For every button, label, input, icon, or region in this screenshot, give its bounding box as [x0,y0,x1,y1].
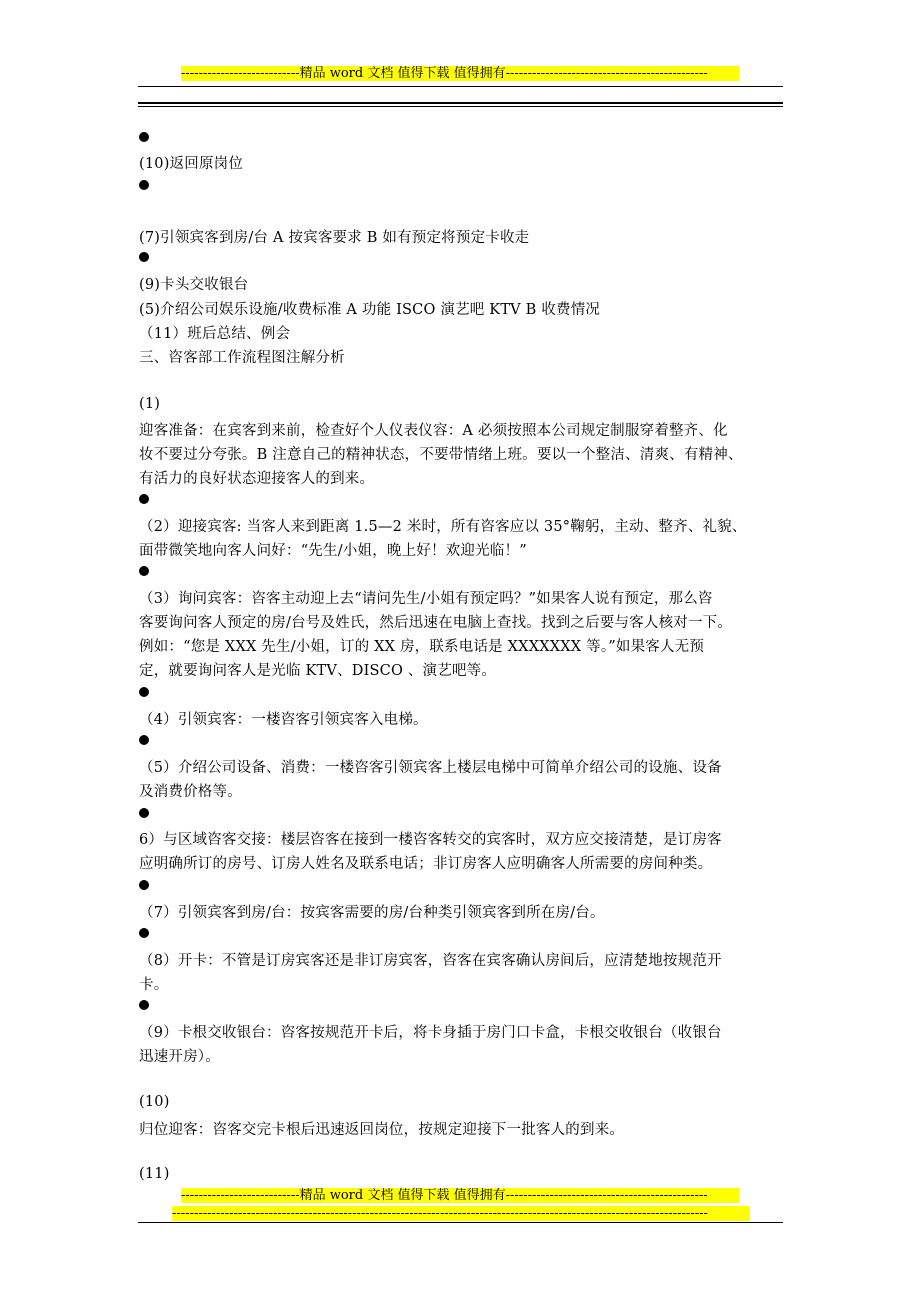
paragraph-line: 定，就要询问客人是光临 KTV、DISCO 、演艺吧等。 [139,663,497,679]
header-rule-thick [138,102,783,104]
section-number: (1) [139,396,161,412]
list-item: (5)介绍公司娱乐设施/收费标准 A 功能 ISCO 演艺吧 KTV B 收费情况 [139,302,601,318]
footer-banner-dashes: -------------------------------------------------------------------------------------------------------------------------- [172,1206,750,1221]
paragraph-line: （7）引领宾客到房/台：按宾客需要的房/台种类引领宾客到所在房/台。 [139,905,605,921]
paragraph-line: （8）开卡：不管是订房宾客还是非订房宾客，咨客在宾客确认房间后，应清楚地按规范开 [139,953,722,969]
paragraph-line: （4）引领宾客：一楼咨客引领宾客入电梯。 [139,712,428,728]
paragraph-line: （2）迎接宾客: 当客人来到距离 1.5—2 米时，所有咨客应以 35°鞠躬，主动、整齐、礼貌、 [139,519,747,535]
footer-banner: ---------------------------精品 word 文档 值得下载 值得拥有---------------------------------------------- [181,1188,739,1203]
paragraph-line: 及消费价格等。 [139,784,242,800]
paragraph-line: 妆不要过分夸张。B 注意自己的精神状态，不要带情绪上班。要以一个整洁、清爽、有精神、 [139,447,743,463]
bullet [139,735,149,745]
bullet [139,928,149,938]
header-rule-thin [138,86,783,87]
bullet [139,808,149,818]
bullet [139,494,149,504]
header-banner: ---------------------------精品 word 文档 值得下载 值得拥有---------------------------------------------- [181,66,739,81]
section-heading: 三、咨客部工作流程图注解分析 [139,350,345,366]
paragraph-line: 归位迎客：咨客交完卡根后迅速返回岗位，按规定迎接下一批客人的到来。 [139,1122,625,1138]
paragraph-line: 卡。 [139,977,169,993]
paragraph-line: 面带微笑地向客人问好：“先生/小姐，晚上好！欢迎光临！” [139,543,527,559]
list-item: （11）班后总结、例会 [139,326,291,342]
section-number: (10) [139,1094,170,1110]
paragraph-line: 例如：“您是 XXX 先生/小姐，订的 XX 房，联系电话是 XXXXXXX 等。”如果客人无预 [139,639,705,655]
bullet [139,180,149,190]
paragraph-line: （9）卡根交收银台：咨客按规范开卡后，将卡身插于房门口卡盒，卡根交收银台（收银台 [139,1025,722,1041]
paragraph-line: 应明确所订的房号、订房人姓名及联系电话；非订房客人应明确客人所需要的房间种类。 [139,856,713,872]
bullet [139,132,149,142]
list-item: (7)引领宾客到房/台 A 按宾客要求 B 如有预定将预定卡收走 [139,230,530,246]
bullet [139,880,149,890]
section-number: (11) [139,1166,170,1182]
paragraph-line: （3）询问宾客：咨客主动迎上去“请问先生/小姐有预定吗？”如果客人说有预定，那么咨 [139,591,713,607]
paragraph-line: 迅速开房）。 [139,1049,220,1065]
header-rule-bottom [138,106,783,107]
paragraph-line: 6）与区域咨客交接：楼层咨客在接到一楼咨客转交的宾客时，双方应交接清楚，是订房客 [139,832,722,848]
footer-rule [138,1222,783,1223]
paragraph-line: 有活力的良好状态迎接客人的到来。 [139,471,375,487]
bullet [139,252,149,262]
bullet [139,566,149,576]
paragraph-line: 客要询问客人预定的房/台号及姓氏，然后迅速在电脑上查找。找到之后要与客人核对一下。 [139,615,733,631]
bullet [139,687,149,697]
paragraph-line: 迎客准备：在宾客到来前，检查好个人仪表仪容：A 必须按照本公司规定制服穿着整齐、化 [139,423,728,439]
list-item: (10)返回原岗位 [139,156,244,172]
paragraph-line: （5）介绍公司设备、消费：一楼咨客引领宾客上楼层电梯中可简单介绍公司的设施、设备 [139,760,722,776]
list-item: (9)卡头交收银台 [139,277,249,293]
bullet [139,1000,149,1010]
